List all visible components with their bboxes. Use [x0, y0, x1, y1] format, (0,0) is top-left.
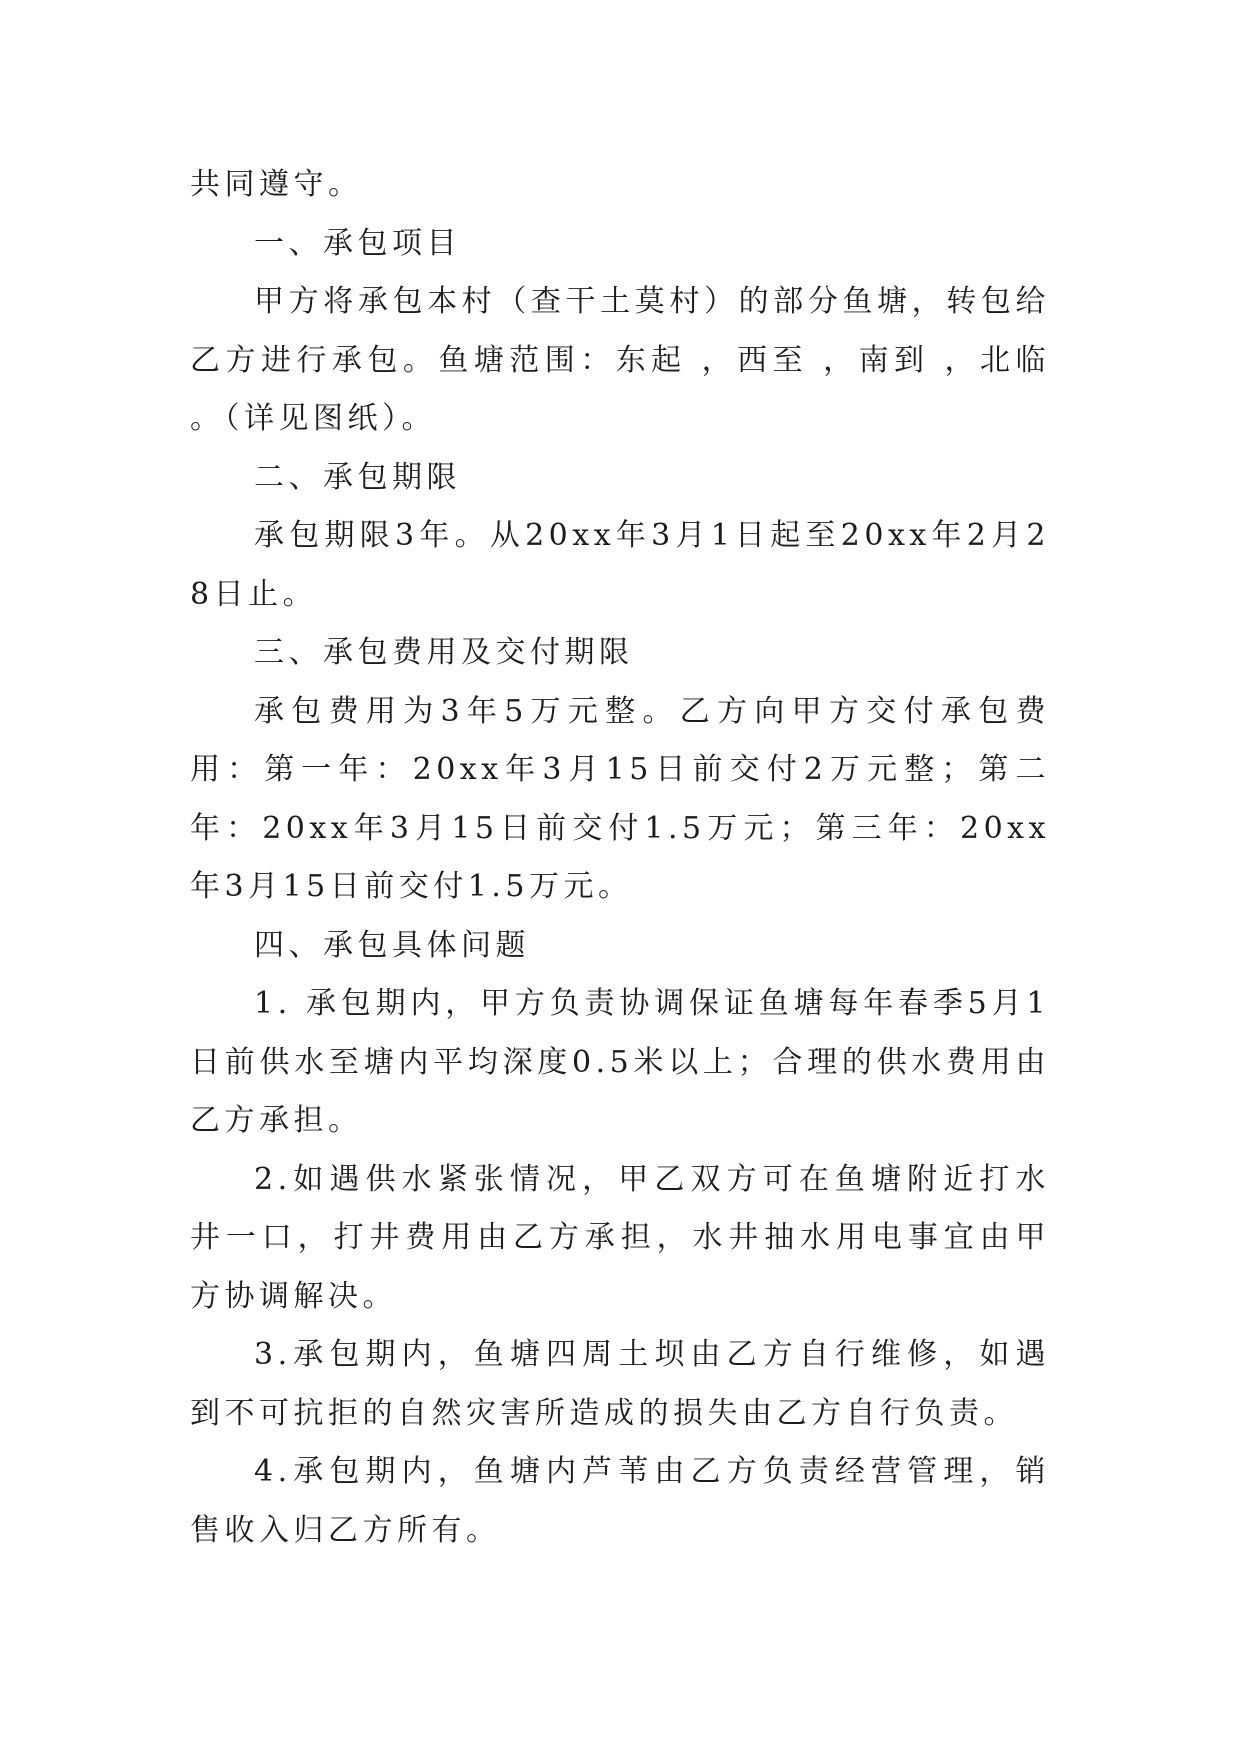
section-heading-1: 一、承包项目 [254, 225, 461, 261]
paragraph-contract-term: 承包期限3年。从20xx年3月1日起至20xx年2月28日止。 [190, 518, 1050, 612]
paragraph-closing-fragment: 共同遵守。 [190, 167, 363, 202]
section-heading-4: 四、承包具体问题 [254, 927, 530, 963]
section-heading-2: 二、承包期限 [254, 459, 461, 495]
clause-item-3: 3.承包期内，鱼塘四周土坝由乙方自行维修，如遇到不可抗拒的自然灾害所造成的损失由乙方自行负责。 [190, 1337, 1050, 1431]
section-heading-3: 三、承包费用及交付期限 [254, 635, 634, 670]
clause-item-1: 1. 承包期内，甲方负责协调保证鱼塘每年春季5月1日前供水至塘内平均深度0.5米以上；合理的供水费用由乙方承担。 [190, 986, 1050, 1138]
clause-item-2: 2.如遇供水紧张情况，甲乙双方可在鱼塘附近打水井一口，打井费用由乙方承担，水井抽水用电事宜由甲方协调解决。 [190, 1161, 1050, 1314]
paragraph-project-scope: 甲方将承包本村（查干土莫村）的部分鱼塘，转包给乙方进行承包。鱼塘范围：东起 ，西至 ，南到 ，北临 。（详见图纸）。 [190, 284, 1050, 436]
clause-item-4: 4.承包期内，鱼塘内芦苇由乙方负责经营管理，销售收入归乙方所有。 [190, 1454, 1050, 1548]
document-body [190, 156, 1050, 1560]
paragraph-fees-schedule: 承包费用为3年5万元整。乙方向甲方交付承包费用：第一年：20xx年3月15日前交付2万元整；第二年：20xx年3月15日前交付1.5万元；第三年：20xx年3月15日前交付1.5万元。 [190, 693, 1050, 904]
